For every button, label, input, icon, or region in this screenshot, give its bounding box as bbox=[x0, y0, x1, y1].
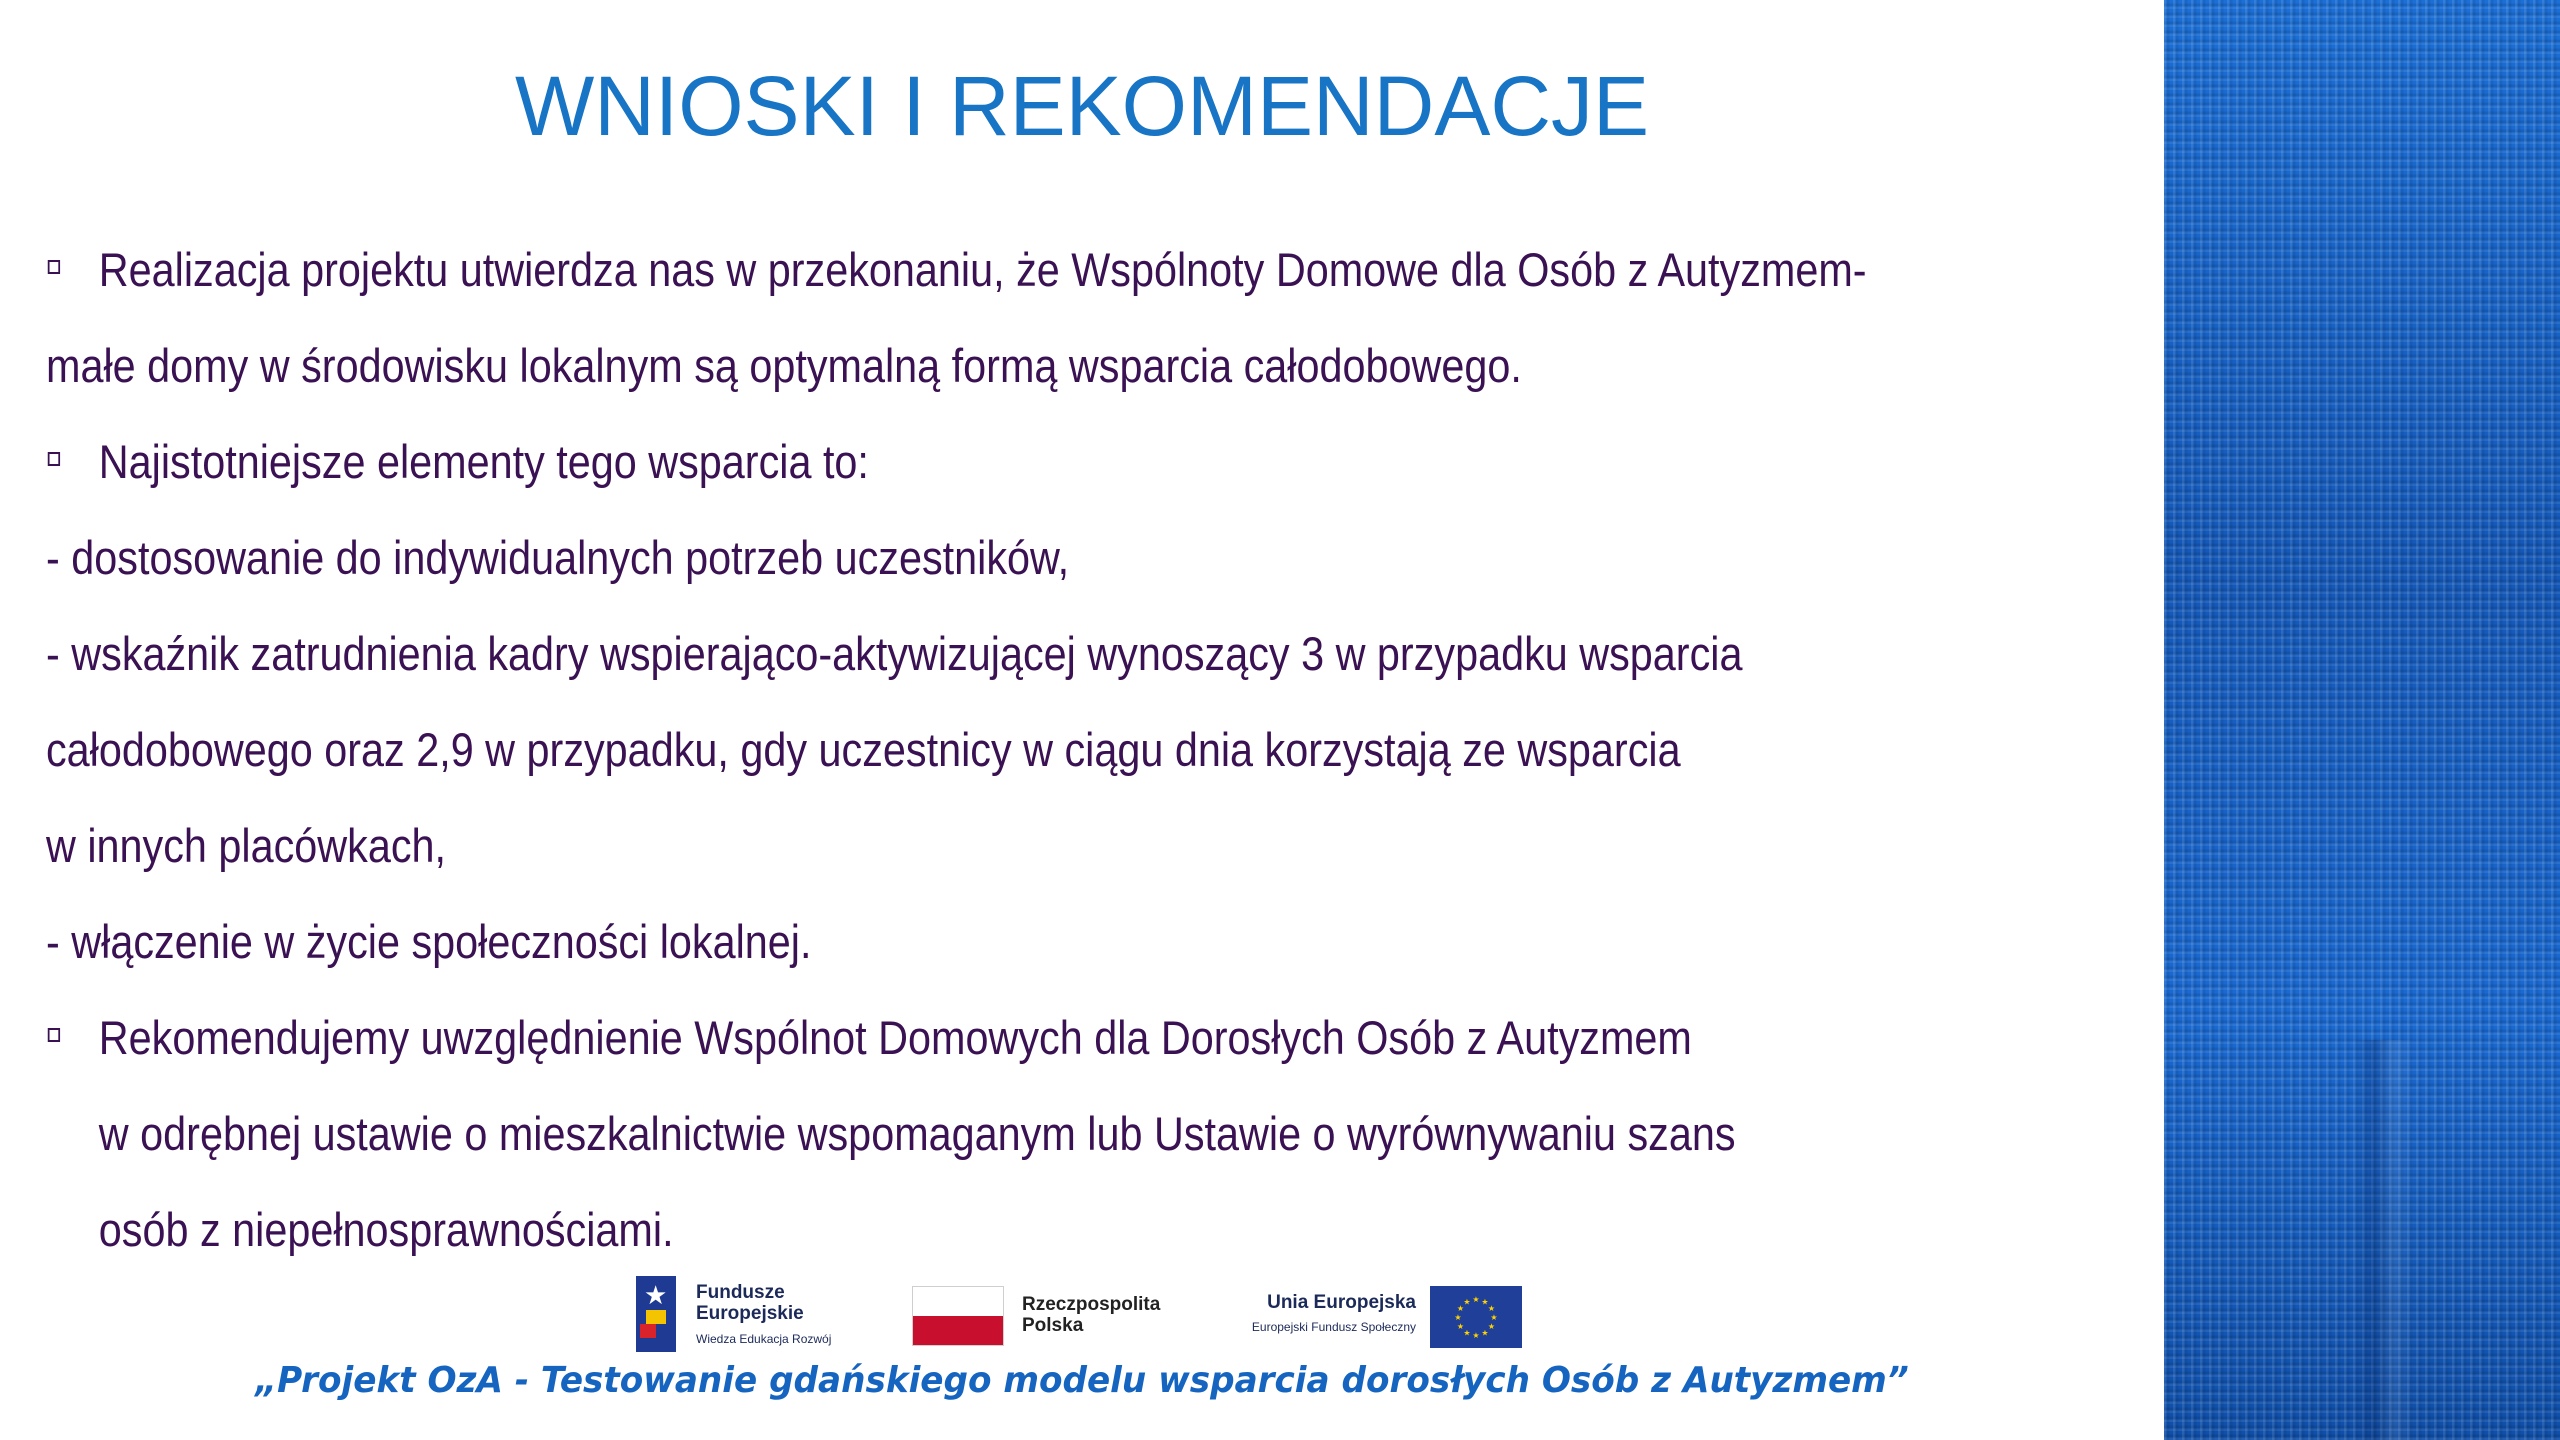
eu-logo-title: Unia Europejska bbox=[1267, 1292, 1416, 1313]
eu-logo-subtitle: Europejski Fundusz Społeczny bbox=[1251, 1320, 1416, 1334]
slide-title: WNIOSKI I REKOMENDACJE bbox=[514, 59, 1650, 153]
text-line: całodobowego oraz 2,9 w przypadku, gdy uczestnicy w ciągu dnia korzystają ze wsparcia bbox=[46, 723, 1681, 776]
svg-text:★: ★ bbox=[1481, 1297, 1489, 1307]
polish-flag-icon bbox=[912, 1286, 1004, 1346]
svg-text:★: ★ bbox=[1472, 1295, 1480, 1304]
svg-text:★: ★ bbox=[1472, 1331, 1480, 1340]
eu-stars-icon bbox=[1430, 1286, 1522, 1348]
eu-flag-icon bbox=[1430, 1286, 1522, 1348]
dash-item: - włączenie w życie społeczności lokalnej. bbox=[46, 915, 812, 968]
square-bullet-icon bbox=[48, 260, 60, 274]
decorative-blue-texture bbox=[2164, 0, 2560, 1440]
svg-text:★: ★ bbox=[1487, 1322, 1496, 1331]
funding-logos bbox=[636, 1274, 1536, 1354]
square-bullet-icon bbox=[48, 1028, 60, 1042]
fundusze-europejskie-logo bbox=[636, 1274, 896, 1354]
unia-europejska-logo bbox=[1230, 1286, 1530, 1348]
text-line: w odrębnej ustawie o mieszkalnictwie wspomaganym lub Ustawie o wyrównywaniu szans bbox=[98, 1107, 1736, 1160]
fe-star-icon: ★ bbox=[636, 1276, 676, 1352]
svg-text:★: ★ bbox=[1454, 1313, 1462, 1322]
bullet-item bbox=[46, 414, 1894, 510]
bullet-item bbox=[46, 222, 1894, 318]
svg-text:★: ★ bbox=[1456, 1322, 1465, 1331]
bullet-text: Rekomendujemy uwzględnienie Wspólnot Domowych dla Dorosłych Osób z Autyzmem bbox=[98, 1011, 1692, 1064]
slide-body bbox=[46, 222, 1894, 1278]
svg-text:★: ★ bbox=[1463, 1297, 1471, 1307]
bullet-text: Realizacja projektu utwierdza nas w przekonaniu, że Wspólnoty Domowe dla Osób z Autyzmem- bbox=[98, 243, 1867, 296]
svg-text:★: ★ bbox=[1463, 1328, 1471, 1338]
square-bullet-icon bbox=[48, 452, 60, 466]
pl-logo-line: Polska bbox=[1022, 1315, 1084, 1336]
text-line: małe domy w środowisku lokalnym są optymalną formą wsparcia całodobowego. bbox=[46, 339, 1522, 392]
fe-logo-line: Europejskie bbox=[696, 1303, 804, 1324]
svg-text:★: ★ bbox=[1490, 1313, 1498, 1322]
dash-item: - wskaźnik zatrudnienia kadry wspierająco-aktywizującej wynoszący 3 w przypadku wsparcia bbox=[46, 627, 1743, 680]
bullet-text: Najistotniejsze elementy tego wsparcia to: bbox=[98, 435, 869, 488]
text-line: osób z niepełnosprawnościami. bbox=[98, 1203, 674, 1256]
fe-logo-subtitle: Wiedza Edukacja Rozwój bbox=[696, 1332, 832, 1346]
svg-text:★: ★ bbox=[1487, 1304, 1496, 1313]
texture-stroke bbox=[2354, 1040, 2414, 1440]
svg-text:★: ★ bbox=[1481, 1328, 1489, 1338]
text-line: w innych placówkach, bbox=[46, 819, 447, 872]
svg-text:★: ★ bbox=[1456, 1304, 1465, 1313]
fe-logo-line: Fundusze bbox=[696, 1282, 785, 1303]
project-footer: „Projekt OzA - Testowanie gdańskiego modelu wsparcia dorosłych Osób z Autyzmem” bbox=[255, 1360, 1909, 1401]
dash-item: - dostosowanie do indywidualnych potrzeb uczestników, bbox=[46, 531, 1070, 584]
bullet-item bbox=[46, 990, 1894, 1086]
pl-logo-line: Rzeczpospolita bbox=[1022, 1294, 1161, 1315]
rzeczpospolita-polska-logo bbox=[912, 1286, 1182, 1346]
